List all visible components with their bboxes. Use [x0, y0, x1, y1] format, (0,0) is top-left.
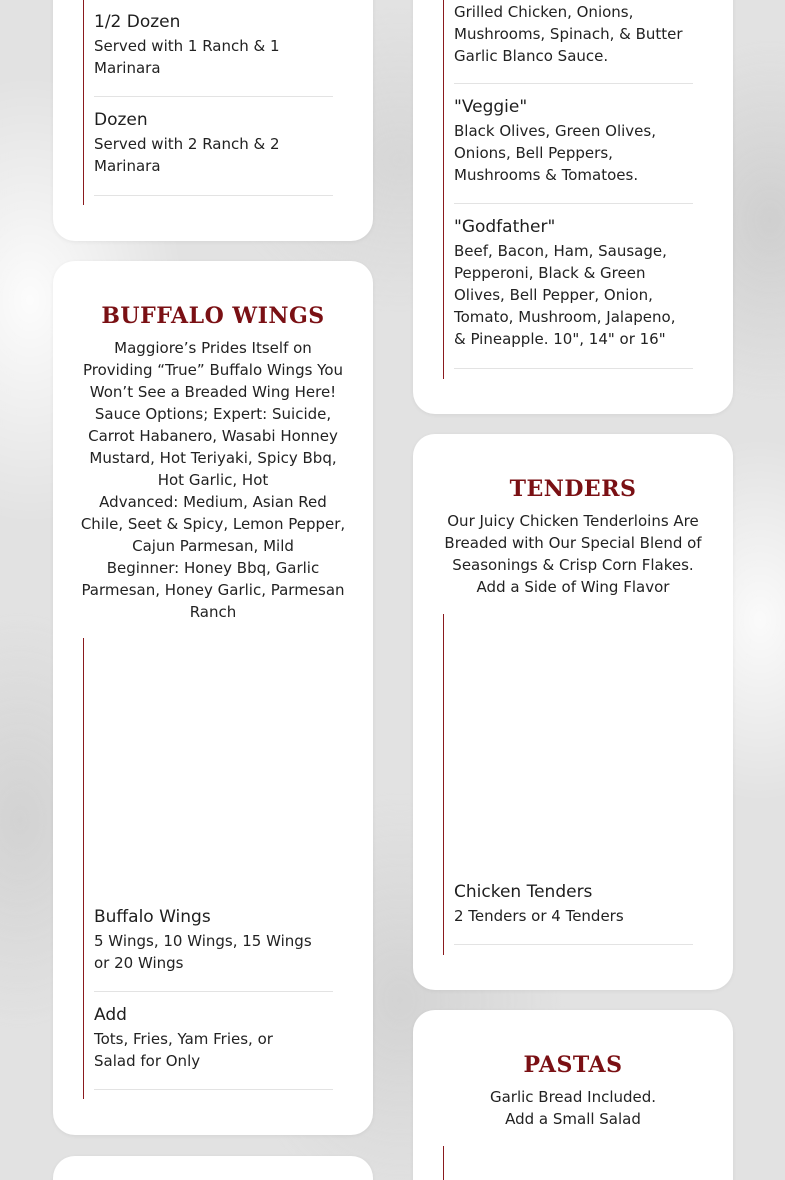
section-title: TENDERS	[509, 476, 637, 502]
item-divider	[94, 1089, 333, 1090]
menu-card-buffalo-wings	[53, 261, 373, 1135]
menu-card-knots	[53, 0, 373, 241]
menu-item-detail: Served with 1 Ranch & 1 Marinara	[94, 37, 280, 77]
menu-item	[94, 1003, 334, 1072]
accent-rule	[83, 638, 84, 1099]
menu-item	[454, 95, 694, 186]
item-divider	[454, 944, 693, 945]
menu-item-detail: Black Olives, Green Olives, Onions, Bell Peppers, Mushrooms & Tomatoes.	[454, 122, 656, 184]
menu-card-next	[53, 1156, 373, 1180]
accent-rule	[83, 0, 84, 205]
menu-item	[454, 215, 694, 350]
menu-card-pizza	[413, 0, 733, 414]
item-divider	[94, 195, 333, 196]
menu-card-tenders	[413, 434, 733, 990]
item-divider	[454, 368, 693, 369]
section-description: Garlic Bread Included. Add a Small Salad	[489, 1088, 657, 1128]
menu-item-name: 1/2 Dozen	[94, 12, 181, 32]
menu-item-name: Add	[94, 1005, 127, 1025]
menu-item-name: Buffalo Wings	[94, 907, 211, 927]
item-divider	[94, 991, 333, 992]
menu-item-detail: Beef, Bacon, Ham, Sausage, Pepperoni, Black & Green Olives, Bell Pepper, Onion, Tomato, Mushroom, Jalapeno, & Pineapple. 10", 14" or 16"	[454, 242, 676, 348]
menu-item	[454, 0, 694, 67]
menu-item	[94, 905, 334, 974]
menu-item	[94, 10, 334, 79]
section-description: Our Juicy Chicken Tenderloins Are Breaded with Our Special Blend of Seasonings & Crisp Corn Flakes. Add a Side of Wing Flavor	[444, 512, 702, 596]
accent-rule	[443, 1146, 444, 1180]
accent-rule	[443, 0, 444, 379]
item-divider	[94, 96, 333, 97]
menu-item-detail: Grilled Chicken, Onions, Mushrooms, Spinach, & Butter Garlic Blanco Sauce.	[454, 3, 683, 65]
menu-item-name: Chicken Tenders	[454, 882, 593, 902]
menu-item-detail: Served with 2 Ranch & 2 Marinara	[94, 135, 280, 175]
menu-item-detail: 2 Tenders or 4 Tenders	[454, 907, 624, 925]
menu-item-detail: 5 Wings, 10 Wings, 15 Wings or 20 Wings	[94, 932, 312, 972]
menu-item-detail: Tots, Fries, Yam Fries, or Salad for Only	[94, 1030, 273, 1070]
menu-card-pastas	[413, 1010, 733, 1180]
section-description: Maggiore’s Prides Itself on Providing “True” Buffalo Wings You Won’t See a Breaded Wing Here! Sauce Options; Expert: Suicide, Carrot Habanero, Wasabi Honney Mustard, Hot Teriyaki, Spicy Bbq, Hot Garlic, Hot Advanced: Medium, Asian Red Chile, Seet & Spicy, Lemon Pepper, Cajun Parmesan, Mild Beginner: Honey Bbq, Garlic Parmesan, Honey Garlic, Parmesan Ranch	[80, 339, 346, 621]
section-title: PASTAS	[523, 1052, 623, 1078]
menu-item	[454, 880, 694, 927]
section-title: BUFFALO WINGS	[101, 303, 325, 329]
item-divider	[454, 203, 693, 204]
menu-item-name: Dozen	[94, 110, 148, 130]
item-divider	[454, 83, 693, 84]
menu-item-name: "Godfather"	[454, 217, 556, 237]
menu-item	[94, 108, 334, 177]
accent-rule	[443, 614, 444, 955]
menu-item-name: "Veggie"	[454, 97, 528, 117]
